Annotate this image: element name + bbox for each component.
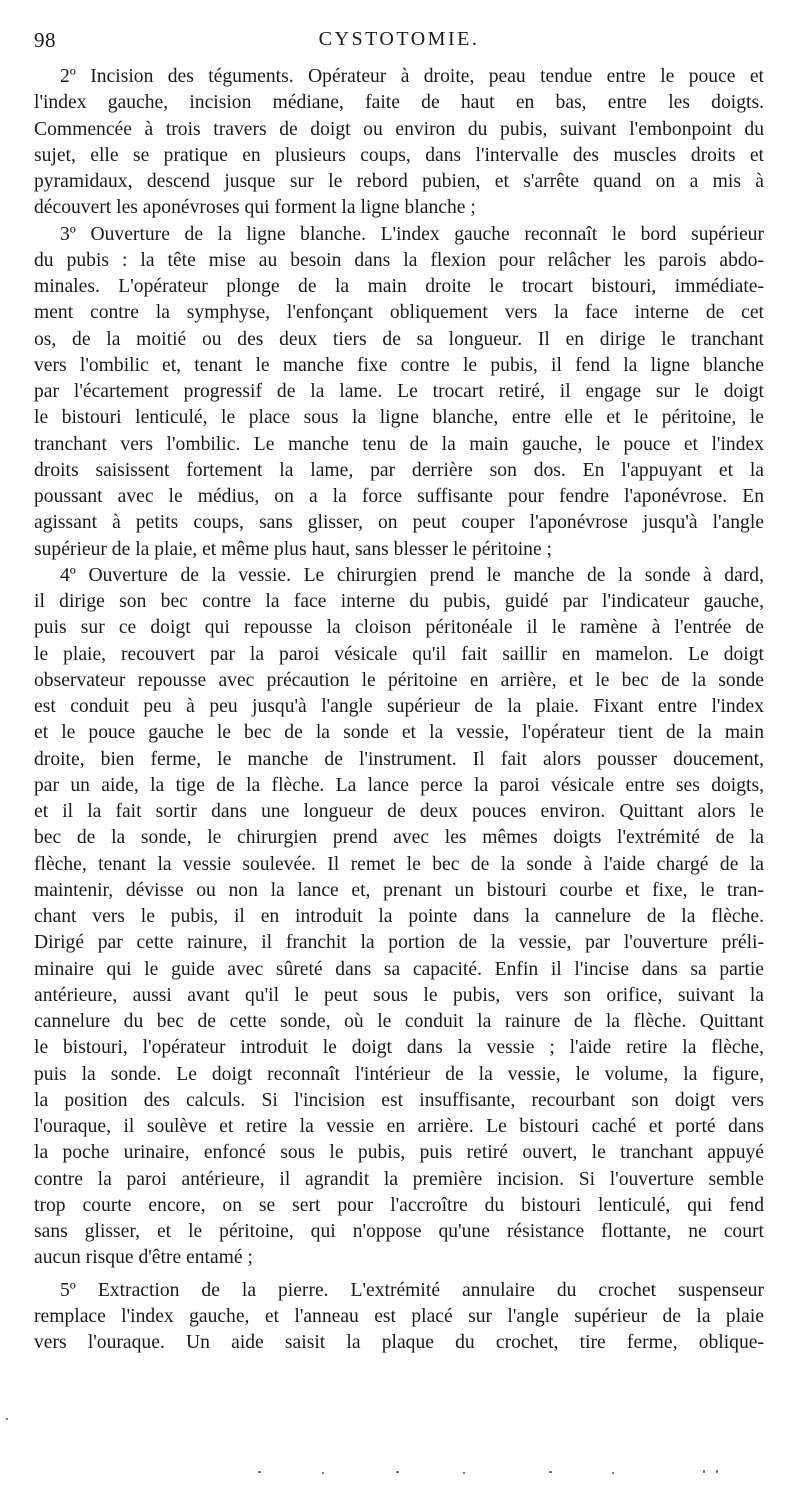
text-line: l'ouraque, il soulève et retire la vessie en arrière. Le bistouri caché et porté dans: [34, 1116, 764, 1137]
text-line: poussant avec le médius, on a la force suffisante pour fendre l'aponévrose. En: [34, 486, 764, 507]
page-number: 98: [34, 28, 56, 52]
text-line: 4º Ouverture de la vessie. Le chirurgien prend le manche de la sonde à dard,: [60, 564, 764, 586]
text-line: pyramidaux, descend jusque sur le rebord pubien, et s'arrête quand on a mis à: [34, 171, 764, 192]
print-speck: [703, 1470, 705, 1473]
text-line: droits saisissent fortement la lame, par derrière son dos. En l'appuyant et la: [34, 459, 764, 481]
print-speck: [716, 1470, 718, 1473]
text-line: vers l'ouraque. Un aide saisit la plaque du crochet, tire ferme, oblique-: [34, 1332, 764, 1353]
text-line: est conduit peu à peu jusqu'à l'angle supérieur de la plaie. Fixant entre l'index: [34, 696, 764, 717]
text-line: sujet, elle se pratique en plusieurs coups, dans l'intervalle des muscles droits et: [34, 144, 764, 166]
text-line: et le pouce gauche le bec de la sonde et la vessie, l'opérateur tient de la main: [34, 722, 764, 744]
text-line: antérieure, aussi avant qu'il le peut sous le pubis, vers son orifice, suivant la: [34, 984, 764, 1006]
text-line: Dirigé par cette rainure, il franchit la portion de la vessie, par l'ouverture préli-: [34, 932, 764, 954]
text-line: par l'écartement progressif de la lame. Le trocart retiré, il engage sur le doigt: [34, 381, 764, 402]
print-speck: [396, 1471, 399, 1473]
text-line: puis sur ce doigt qui repousse la cloison péritonéale il le ramène à l'entrée de: [34, 617, 764, 639]
text-line: minaire qui le guide avec sûreté dans sa capacité. Enfin il l'incise dans sa partie: [34, 958, 764, 980]
text-line: par un aide, la tige de la flèche. La lance perce la paroi vésicale entre ses doigts,: [34, 774, 764, 796]
text-line: remplace l'index gauche, et l'anneau est placé sur l'angle supérieur de la plaie: [34, 1305, 764, 1327]
print-speck: [549, 1471, 552, 1473]
text-line: il dirige son bec contre la face interne du pubis, guidé par l'indicateur gauche,: [34, 591, 764, 612]
text-line: et il la fait sortir dans une longueur de deux pouces environ. Quittant alors le: [34, 801, 764, 822]
text-line: minales. L'opérateur plonge de la main droite le trocart bistouri, immédiate-: [34, 276, 764, 297]
text-line: 3º Ouverture de la ligne blanche. L'index gauche reconnaît le bord supérieur: [60, 223, 764, 245]
text-line: l'index gauche, incision médiane, faite de haut en bas, entre les doigts.: [34, 92, 764, 114]
running-head: [34, 28, 764, 58]
text-line: le bistouri lenticulé, le place sous la ligne blanche, entre elle et le péritoine, le: [34, 407, 764, 429]
text-line: chant vers le pubis, il en introduit la pointe dans la cannelure de la flèche.: [34, 906, 764, 927]
print-speck: [612, 1472, 614, 1474]
text-line: ment contre la symphyse, l'enfonçant obliquement vers la face interne de cet: [34, 302, 764, 324]
text-line: supérieur de la plaie, et même plus haut, sans blesser le péritoine ;: [34, 538, 552, 560]
text-line: maintenir, dévisse ou non la lance et, prenant un bistouri courbe et fixe, le tran-: [34, 879, 764, 901]
text-line: sans glisser, et le péritoine, qui n'oppose qu'une résistance flottante, ne court: [34, 1221, 764, 1242]
text-line: bec de la sonde, le chirurgien prend avec les mêmes doigts l'extrémité de la: [34, 827, 764, 849]
text-line: 5º Extraction de la pierre. L'extrémité annulaire du crochet suspenseur: [60, 1279, 764, 1301]
text-line: trop courte encore, on se sert pour l'accroître du bistouri lenticulé, qui fend: [34, 1194, 764, 1216]
text-line: flèche, tenant la vessie soulevée. Il remet le bec de la sonde à l'aide chargé de la: [34, 853, 764, 875]
print-speck: [6, 1418, 8, 1420]
text-line: aucun risque d'être entamé ;: [34, 1247, 253, 1269]
text-line: découvert les aponévroses qui forment la ligne blanche ;: [34, 197, 476, 219]
text-line: agissant à petits coups, sans glisser, on peut couper l'aponévrose jusqu'à l'angle: [34, 512, 764, 534]
text-line: du pubis : la tête mise au besoin dans la flexion pour relâcher les parois abdo-: [34, 249, 764, 271]
text-line: vers l'ombilic et, tenant le manche fixe contre le pubis, il fend la ligne blanche: [34, 354, 764, 376]
text-line: os, de la moitié ou des deux tiers de sa longueur. Il en dirige le tranchant: [34, 328, 764, 350]
body-text: [34, 64, 764, 1356]
text-line: la position des calculs. Si l'incision est insuffisante, recourbant son doigt vers: [34, 1089, 764, 1111]
text-line: la poche urinaire, enfoncé sous le pubis, puis retiré ouvert, le tranchant appuyé: [34, 1142, 764, 1164]
text-line: 2º Incision des téguments. Opérateur à droite, peau tendue entre le pouce et: [60, 66, 764, 87]
text-line: Commencée à trois travers de doigt ou environ du pubis, suivant l'embonpoint du: [34, 118, 764, 140]
text-line: le bistouri, l'opérateur introduit le doigt dans la vessie ; l'aide retire la flèche,: [34, 1037, 764, 1059]
text-line: puis la sonde. Le doigt reconnaît l'intérieur de la vessie, le volume, la figure,: [34, 1063, 764, 1085]
print-speck: [322, 1472, 324, 1474]
text-line: droite, bien ferme, le manche de l'instrument. Il fait alors pousser doucement,: [34, 748, 764, 770]
print-speck: [463, 1472, 465, 1474]
text-line: observateur repousse avec précaution le péritoine en arrière, et le bec de la sonde: [34, 669, 764, 691]
running-title: CYSTOTOMIE.: [318, 28, 480, 50]
text-line: le plaie, recouvert par la paroi vésicale qu'il fait saillir en mamelon. Le doigt: [34, 643, 764, 665]
text-line: tranchant vers l'ombilic. Le manche tenu de la main gauche, le pouce et l'index: [34, 433, 764, 455]
text-line: contre la paroi antérieure, il agrandit la première incision. Si l'ouverture semble: [34, 1168, 764, 1190]
text-line: cannelure du bec de cette sonde, où le conduit la rainure de la flèche. Quittant: [34, 1011, 764, 1032]
print-speck: [258, 1471, 261, 1473]
